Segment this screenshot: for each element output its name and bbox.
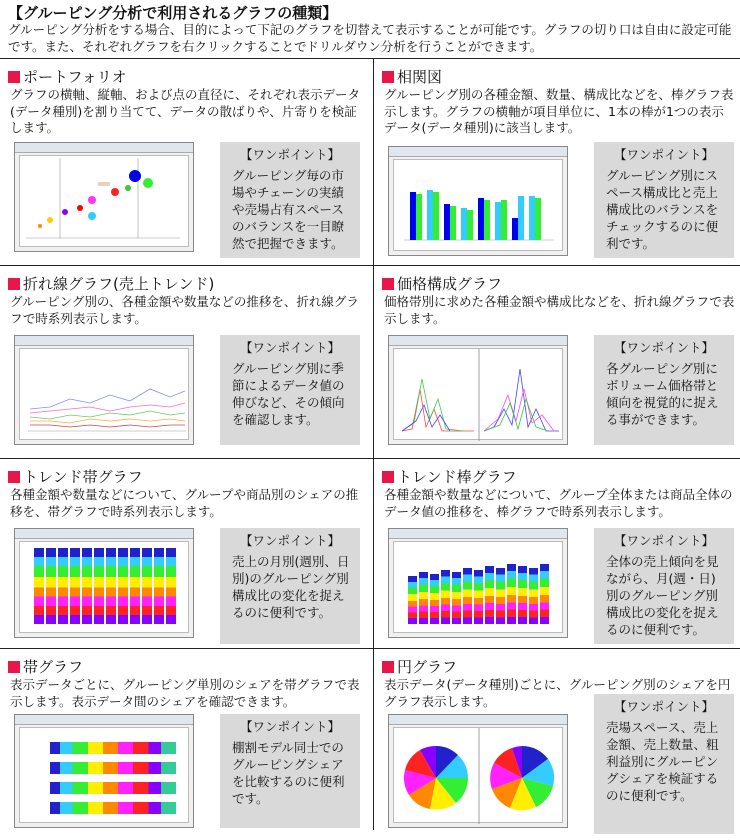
section-heading: 帯グラフ [8, 656, 83, 677]
bullet-square-icon [8, 278, 20, 290]
one-point-box: 【ワンポイント】 グルーピング毎の市場やチェーンの実績や売場占有スペースのバランスを一目瞭然で把握できます。 [220, 142, 360, 258]
section-heading: 折れ線グラフ(売上トレンド) [8, 273, 214, 294]
bullet-square-icon [382, 278, 394, 290]
screenshot-thumbnail [14, 335, 194, 445]
section-heading: 相関図 [382, 66, 442, 87]
screenshot-thumbnail [388, 714, 568, 828]
one-point-box: 【ワンポイント】 棚割モデル同士でのグルーピングシェアを比較するのに便利です。 [220, 714, 360, 828]
one-point-box: 【ワンポイント】 グルーピング別にスペース構成比と売上構成比のバランスをチェックするのに便利です。 [594, 142, 734, 258]
section-pie-chart [376, 652, 740, 840]
section-description: 表示データごとに、グルーピング単別のシェアを帯グラフで表示します。表示データ間のシェアを確認できます。 [10, 677, 360, 709]
screenshot-thumbnail [388, 528, 568, 638]
row-divider [0, 58, 740, 59]
bullet-square-icon [8, 661, 20, 673]
bullet-square-icon [8, 471, 20, 483]
screenshot-thumbnail [14, 142, 194, 252]
chart-types-grid [0, 58, 740, 830]
screenshot-thumbnail [388, 146, 568, 256]
section-description: 各種金額や数量などについて、グループや商品別のシェアの推移を、帯グラフで時系列表示します。 [10, 487, 359, 519]
section-description: グラフの横軸、縦軸、および点の直径に、それぞれ表示データ(データ種別)を割り当てて、データの散ばりや、片寄りを検証します。 [10, 87, 361, 135]
section-heading: 円グラフ [382, 656, 457, 677]
bullet-square-icon [382, 661, 394, 673]
one-point-box: 【ワンポイント】 各グルーピング別にボリューム価格帯と傾向を視覚的に捉える事ができます。 [594, 335, 734, 445]
bullet-square-icon [382, 471, 394, 483]
section-description: 各種金額や数量などについて、グループ全体または商品全体のデータ値の推移を、棒グラフで時系列表示します。 [384, 487, 733, 519]
section-price-composition [376, 269, 740, 457]
row-divider [0, 265, 740, 266]
intro-text: グルーピング分析をする場合、目的によって下記のグラフを切替えて表示することが可能です。グラフの切り口は自由に設定可能です。また、それぞれグラフを右クリックすることでドリルダウン分析を行うことができます。 [8, 22, 732, 54]
section-trend-band [2, 462, 370, 650]
section-heading: トレンド棒グラフ [382, 466, 517, 487]
bullet-square-icon [8, 71, 20, 83]
section-line-trend [2, 269, 370, 457]
screenshot-thumbnail [14, 528, 194, 638]
section-description: 価格帯別に求めた各種金額や構成比などを、折れ線グラフで表示します。 [384, 294, 735, 326]
row-divider [0, 458, 740, 459]
column-divider [373, 58, 374, 830]
one-point-box: 【ワンポイント】 売場スペース、売上金額、売上数量、粗利益別にグルーピングシェアを検証するのに便利です。 [594, 694, 734, 834]
section-portfolio [2, 62, 370, 250]
section-heading: 価格構成グラフ [382, 273, 502, 294]
section-heading: トレンド帯グラフ [8, 466, 143, 487]
page-title: 【グルーピング分析で利用されるグラフの種類】 [8, 4, 338, 22]
screenshot-thumbnail [388, 335, 568, 445]
section-correlation [376, 62, 740, 250]
one-point-box: 【ワンポイント】 全体の売上傾向を見ながら、月(週・日)別のグルーピング別構成比の変化を捉えるのに便利です。 [594, 528, 734, 644]
section-heading: ポートフォリオ [8, 66, 127, 87]
section-trend-bar [376, 462, 740, 650]
one-point-box: 【ワンポイント】 売上の月別(週別、日別)のグルーピング別構成比の変化を捉えるのに便利です。 [220, 528, 360, 644]
one-point-box: 【ワンポイント】 グルーピング別に季節によるデータ値の伸びなど、その傾向を確認します。 [220, 335, 360, 445]
bullet-square-icon [382, 71, 394, 83]
section-band-chart [2, 652, 370, 840]
section-description: 表示データ(データ種別)ごとに、グルーピング別のシェアを円グラフ表示します。 [384, 677, 731, 709]
section-description: グルーピング別の各種金額、数量、構成比などを、棒グラフ表示します。グラフの横軸が項目単位に、1本の棒が1つの表示データ(データ種別)に該当します。 [384, 87, 734, 135]
section-description: グルーピング別の、各種金額や数量などの推移を、折れ線グラフで時系列表示します。 [10, 294, 359, 326]
screenshot-thumbnail [14, 714, 194, 828]
